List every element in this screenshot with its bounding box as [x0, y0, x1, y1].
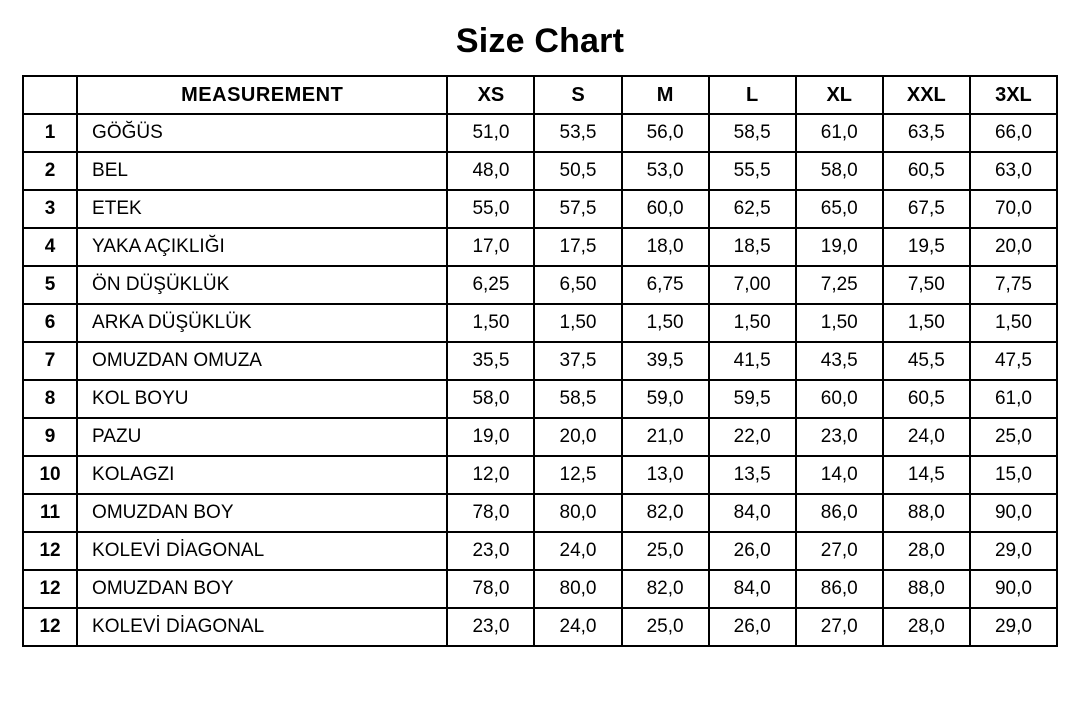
- measurement-value: 13,5: [709, 456, 796, 494]
- measurement-value: 59,5: [709, 380, 796, 418]
- row-index: 12: [23, 570, 77, 608]
- table-row: [23, 342, 1057, 380]
- measurement-value: 19,0: [796, 228, 883, 266]
- measurement-value: 1,50: [447, 304, 534, 342]
- measurement-value: 80,0: [534, 494, 621, 532]
- measurement-value: 20,0: [534, 418, 621, 456]
- row-index: 12: [23, 608, 77, 646]
- measurement-value: 19,5: [883, 228, 970, 266]
- measurement-value: 62,5: [709, 190, 796, 228]
- measurement-value: 82,0: [622, 494, 709, 532]
- row-index: 10: [23, 456, 77, 494]
- measurement-value: 26,0: [709, 608, 796, 646]
- column-header-xs: XS: [447, 76, 534, 114]
- measurement-value: 1,50: [883, 304, 970, 342]
- measurement-value: 20,0: [970, 228, 1057, 266]
- measurement-name: KOLEVİ DİAGONAL: [77, 532, 447, 570]
- measurement-value: 90,0: [970, 494, 1057, 532]
- row-index: 9: [23, 418, 77, 456]
- measurement-value: 86,0: [796, 494, 883, 532]
- measurement-value: 14,5: [883, 456, 970, 494]
- measurement-name: YAKA AÇIKLIĞI: [77, 228, 447, 266]
- measurement-value: 58,0: [447, 380, 534, 418]
- column-header-xl: XL: [796, 76, 883, 114]
- table-row: [23, 228, 1057, 266]
- measurement-value: 1,50: [796, 304, 883, 342]
- table-body: [23, 114, 1057, 646]
- table-row: [23, 456, 1057, 494]
- measurement-name: BEL: [77, 152, 447, 190]
- measurement-value: 35,5: [447, 342, 534, 380]
- measurement-value: 1,50: [970, 304, 1057, 342]
- measurement-value: 18,0: [622, 228, 709, 266]
- measurement-value: 17,5: [534, 228, 621, 266]
- measurement-value: 78,0: [447, 494, 534, 532]
- measurement-value: 7,00: [709, 266, 796, 304]
- measurement-value: 1,50: [709, 304, 796, 342]
- measurement-name: KOLEVİ DİAGONAL: [77, 608, 447, 646]
- measurement-value: 48,0: [447, 152, 534, 190]
- measurement-value: 45,5: [883, 342, 970, 380]
- column-header-s: S: [534, 76, 621, 114]
- measurement-value: 12,0: [447, 456, 534, 494]
- measurement-value: 57,5: [534, 190, 621, 228]
- measurement-name: ETEK: [77, 190, 447, 228]
- measurement-value: 7,75: [970, 266, 1057, 304]
- measurement-value: 61,0: [796, 114, 883, 152]
- measurement-value: 29,0: [970, 532, 1057, 570]
- measurement-value: 13,0: [622, 456, 709, 494]
- measurement-name: OMUZDAN BOY: [77, 570, 447, 608]
- measurement-value: 80,0: [534, 570, 621, 608]
- measurement-name: ARKA DÜŞÜKLÜK: [77, 304, 447, 342]
- column-header-l: L: [709, 76, 796, 114]
- table-row: [23, 570, 1057, 608]
- table-container: [0, 75, 1080, 647]
- table-row: [23, 266, 1057, 304]
- measurement-value: 58,5: [534, 380, 621, 418]
- table-header-row: [23, 76, 1057, 114]
- row-index: 12: [23, 532, 77, 570]
- table-row: [23, 380, 1057, 418]
- measurement-value: 12,5: [534, 456, 621, 494]
- measurement-value: 21,0: [622, 418, 709, 456]
- measurement-value: 25,0: [622, 608, 709, 646]
- measurement-value: 51,0: [447, 114, 534, 152]
- row-index: 5: [23, 266, 77, 304]
- column-header-measurement: MEASUREMENT: [77, 76, 447, 114]
- measurement-value: 28,0: [883, 532, 970, 570]
- row-index: 1: [23, 114, 77, 152]
- measurement-value: 88,0: [883, 494, 970, 532]
- measurement-name: KOL BOYU: [77, 380, 447, 418]
- measurement-value: 58,0: [796, 152, 883, 190]
- measurement-value: 84,0: [709, 570, 796, 608]
- table-row: [23, 114, 1057, 152]
- measurement-value: 6,50: [534, 266, 621, 304]
- table-row: [23, 494, 1057, 532]
- column-header-3xl: 3XL: [970, 76, 1057, 114]
- page-title: Size Chart: [455, 22, 625, 60]
- measurement-value: 7,50: [883, 266, 970, 304]
- row-index: 7: [23, 342, 77, 380]
- measurement-value: 88,0: [883, 570, 970, 608]
- measurement-name: ÖN DÜŞÜKLÜK: [77, 266, 447, 304]
- measurement-value: 23,0: [447, 532, 534, 570]
- measurement-value: 25,0: [970, 418, 1057, 456]
- row-index: 6: [23, 304, 77, 342]
- measurement-value: 60,0: [622, 190, 709, 228]
- measurement-value: 6,75: [622, 266, 709, 304]
- measurement-value: 28,0: [883, 608, 970, 646]
- measurement-value: 6,25: [447, 266, 534, 304]
- measurement-value: 65,0: [796, 190, 883, 228]
- measurement-name: KOLAGZI: [77, 456, 447, 494]
- measurement-value: 19,0: [447, 418, 534, 456]
- measurement-value: 18,5: [709, 228, 796, 266]
- column-header-m: M: [622, 76, 709, 114]
- measurement-value: 53,5: [534, 114, 621, 152]
- measurement-value: 7,25: [796, 266, 883, 304]
- measurement-value: 56,0: [622, 114, 709, 152]
- measurement-value: 14,0: [796, 456, 883, 494]
- measurement-value: 60,5: [883, 380, 970, 418]
- table-row: [23, 304, 1057, 342]
- measurement-value: 17,0: [447, 228, 534, 266]
- measurement-value: 66,0: [970, 114, 1057, 152]
- measurement-value: 39,5: [622, 342, 709, 380]
- measurement-value: 1,50: [622, 304, 709, 342]
- measurement-value: 24,0: [883, 418, 970, 456]
- measurement-name: OMUZDAN BOY: [77, 494, 447, 532]
- measurement-value: 60,0: [796, 380, 883, 418]
- table-header: [23, 76, 1057, 114]
- column-header-xxl: XXL: [883, 76, 970, 114]
- measurement-value: 82,0: [622, 570, 709, 608]
- row-index: 3: [23, 190, 77, 228]
- measurement-value: 26,0: [709, 532, 796, 570]
- measurement-value: 41,5: [709, 342, 796, 380]
- measurement-value: 84,0: [709, 494, 796, 532]
- measurement-value: 58,5: [709, 114, 796, 152]
- measurement-value: 15,0: [970, 456, 1057, 494]
- size-chart-table: [22, 75, 1058, 647]
- measurement-value: 67,5: [883, 190, 970, 228]
- table-row: [23, 608, 1057, 646]
- table-row: [23, 418, 1057, 456]
- measurement-value: 22,0: [709, 418, 796, 456]
- measurement-value: 63,5: [883, 114, 970, 152]
- measurement-value: 55,5: [709, 152, 796, 190]
- measurement-value: 86,0: [796, 570, 883, 608]
- row-index: 11: [23, 494, 77, 532]
- measurement-value: 55,0: [447, 190, 534, 228]
- measurement-value: 78,0: [447, 570, 534, 608]
- measurement-name: PAZU: [77, 418, 447, 456]
- table-row: [23, 190, 1057, 228]
- measurement-value: 1,50: [534, 304, 621, 342]
- table-row: [23, 152, 1057, 190]
- measurement-value: 59,0: [622, 380, 709, 418]
- row-index: 4: [23, 228, 77, 266]
- measurement-name: GÖĞÜS: [77, 114, 447, 152]
- measurement-value: 63,0: [970, 152, 1057, 190]
- measurement-value: 24,0: [534, 532, 621, 570]
- measurement-value: 37,5: [534, 342, 621, 380]
- measurement-value: 27,0: [796, 532, 883, 570]
- measurement-value: 70,0: [970, 190, 1057, 228]
- row-index: 8: [23, 380, 77, 418]
- measurement-value: 90,0: [970, 570, 1057, 608]
- measurement-value: 23,0: [796, 418, 883, 456]
- measurement-value: 43,5: [796, 342, 883, 380]
- measurement-value: 24,0: [534, 608, 621, 646]
- measurement-value: 61,0: [970, 380, 1057, 418]
- table-row: [23, 532, 1057, 570]
- measurement-name: OMUZDAN OMUZA: [77, 342, 447, 380]
- column-header-index: [23, 76, 77, 114]
- measurement-value: 27,0: [796, 608, 883, 646]
- measurement-value: 23,0: [447, 608, 534, 646]
- measurement-value: 47,5: [970, 342, 1057, 380]
- measurement-value: 29,0: [970, 608, 1057, 646]
- measurement-value: 50,5: [534, 152, 621, 190]
- measurement-value: 25,0: [622, 532, 709, 570]
- row-index: 2: [23, 152, 77, 190]
- measurement-value: 60,5: [883, 152, 970, 190]
- measurement-value: 53,0: [622, 152, 709, 190]
